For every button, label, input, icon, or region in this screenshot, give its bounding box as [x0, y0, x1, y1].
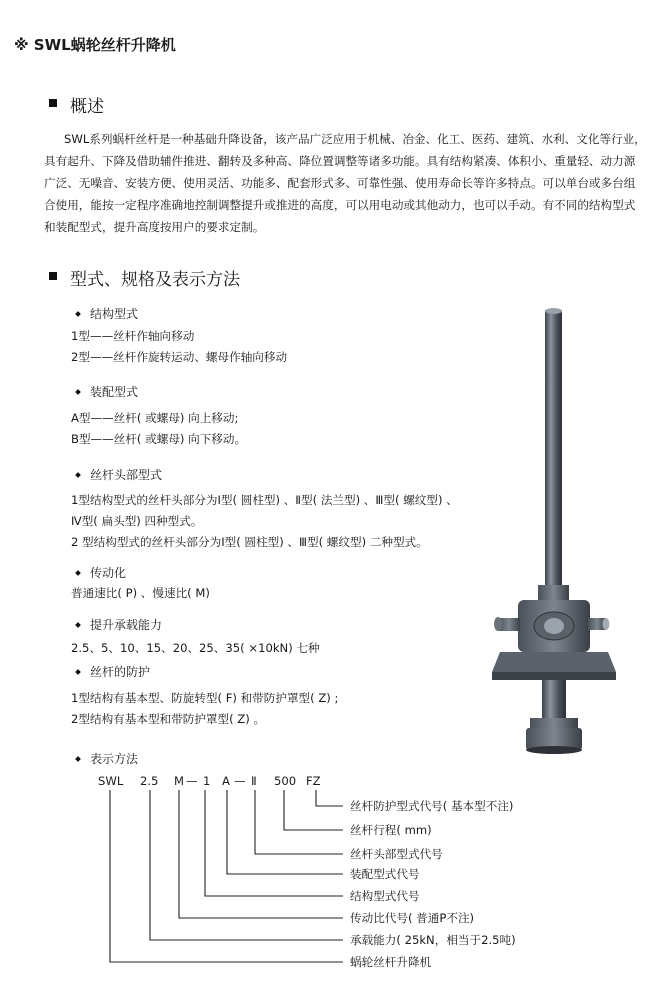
leader-assembly	[227, 790, 343, 874]
label-protection: 丝杆防护型式代号( 基本型不注)	[350, 799, 514, 813]
leader-head	[255, 790, 343, 854]
code-assembly: A	[222, 774, 230, 788]
code-dash: —	[234, 774, 246, 788]
page-title: ※ SWL蜗轮丝杆升降机	[14, 36, 176, 54]
spec-heading: 型式、规格及表示方法	[70, 270, 240, 290]
section-line: 2 型结构型式的丝杆头部分为Ⅰ型( 圆柱型) 、Ⅲ型( 螺纹型) 二种型式。	[71, 535, 428, 549]
overview-heading: 概述	[70, 97, 104, 117]
section-title: 装配型式	[90, 385, 139, 399]
section-title: 结构型式	[90, 307, 139, 321]
section-line: 普通速比( P) 、慢速比( M)	[71, 586, 210, 600]
code-structure: 1	[203, 774, 211, 788]
code-capacity: 2.5	[140, 774, 159, 788]
overview-line: 具有起升、下降及借助辅件推进、翻转及多种高、降位置调整等诸多功能。具有结构紧凑、体积小、重量轻、动力源	[44, 154, 636, 168]
code-head: Ⅱ	[251, 774, 257, 788]
section-line: B型——丝杆( 或螺母) 向下移动。	[71, 432, 247, 446]
code-protection: FZ	[306, 774, 321, 788]
section-line: Ⅳ型( 扁头型) 四种型式。	[71, 514, 203, 528]
code-dash: —	[186, 774, 198, 788]
overview-line: 合使用，能按一定程序准确地控制调整提升或推进的高度，可以用电动或其他动力，也可以手动。有不同的结构型式	[44, 198, 636, 212]
label-stroke: 丝杆行程( mm)	[350, 823, 432, 837]
section-title: 提升承载能力	[90, 618, 163, 632]
label-head: 丝杆头部型式代号	[350, 847, 443, 861]
label-structure: 结构型式代号	[350, 889, 420, 903]
section-line: A型——丝杆( 或螺母) 向上移动;	[71, 411, 239, 425]
section-line: 2型——丝杆作旋转运动、螺母作轴向移动	[71, 350, 288, 364]
label-ratio: 传动比代号( 普通P不注)	[350, 911, 475, 925]
section-title: 传动化	[90, 566, 127, 580]
leader-stroke	[284, 790, 343, 830]
section-line: 1型结构有基本型、防旋转型( F) 和带防护罩型( Z) ;	[71, 691, 339, 705]
section-line: 2型结构有基本型和带防护罩型( Z) 。	[71, 712, 266, 726]
section-title: 丝杆头部型式	[90, 468, 163, 482]
overview-line: 广泛、无噪音、安装方便、使用灵活、功能多、配套形式多、可靠性强、使用寿命长等许多特点。可以单台或多台组	[44, 176, 636, 190]
code-swl: SWL	[98, 774, 124, 788]
section-title: 丝杆的防护	[90, 665, 151, 679]
leader-protection	[316, 790, 343, 806]
code-ratio: M	[174, 774, 185, 788]
overview-line: SWL系列蜗杆丝杆是一种基础升降设备，该产品广泛应用于机械、冶金、化工、医药、建筑、水利、文化等行业，	[64, 132, 646, 146]
label-product: 蜗轮丝杆升降机	[350, 955, 432, 969]
label-capacity: 承载能力( 25kN，相当于2.5吨)	[350, 933, 516, 947]
section-line: 2.5、5、10、15、20、25、35( ×10kN) 七种	[71, 641, 320, 655]
screw-jack-illustration	[490, 300, 620, 760]
section-line: 1型结构型式的丝杆头部分为Ⅰ型( 圆柱型) 、Ⅱ型( 法兰型) 、Ⅲ型( 螺纹型) 、	[71, 493, 458, 507]
section-line: 1型——丝杆作轴向移动	[71, 329, 195, 343]
code-stroke: 500	[274, 774, 297, 788]
rod-icon	[545, 310, 562, 590]
overview-line: 和装配型式，提升高度按用户的要求定制。	[44, 220, 265, 234]
section-title: 表示方法	[90, 752, 139, 766]
label-assembly: 装配型式代号	[350, 867, 420, 881]
